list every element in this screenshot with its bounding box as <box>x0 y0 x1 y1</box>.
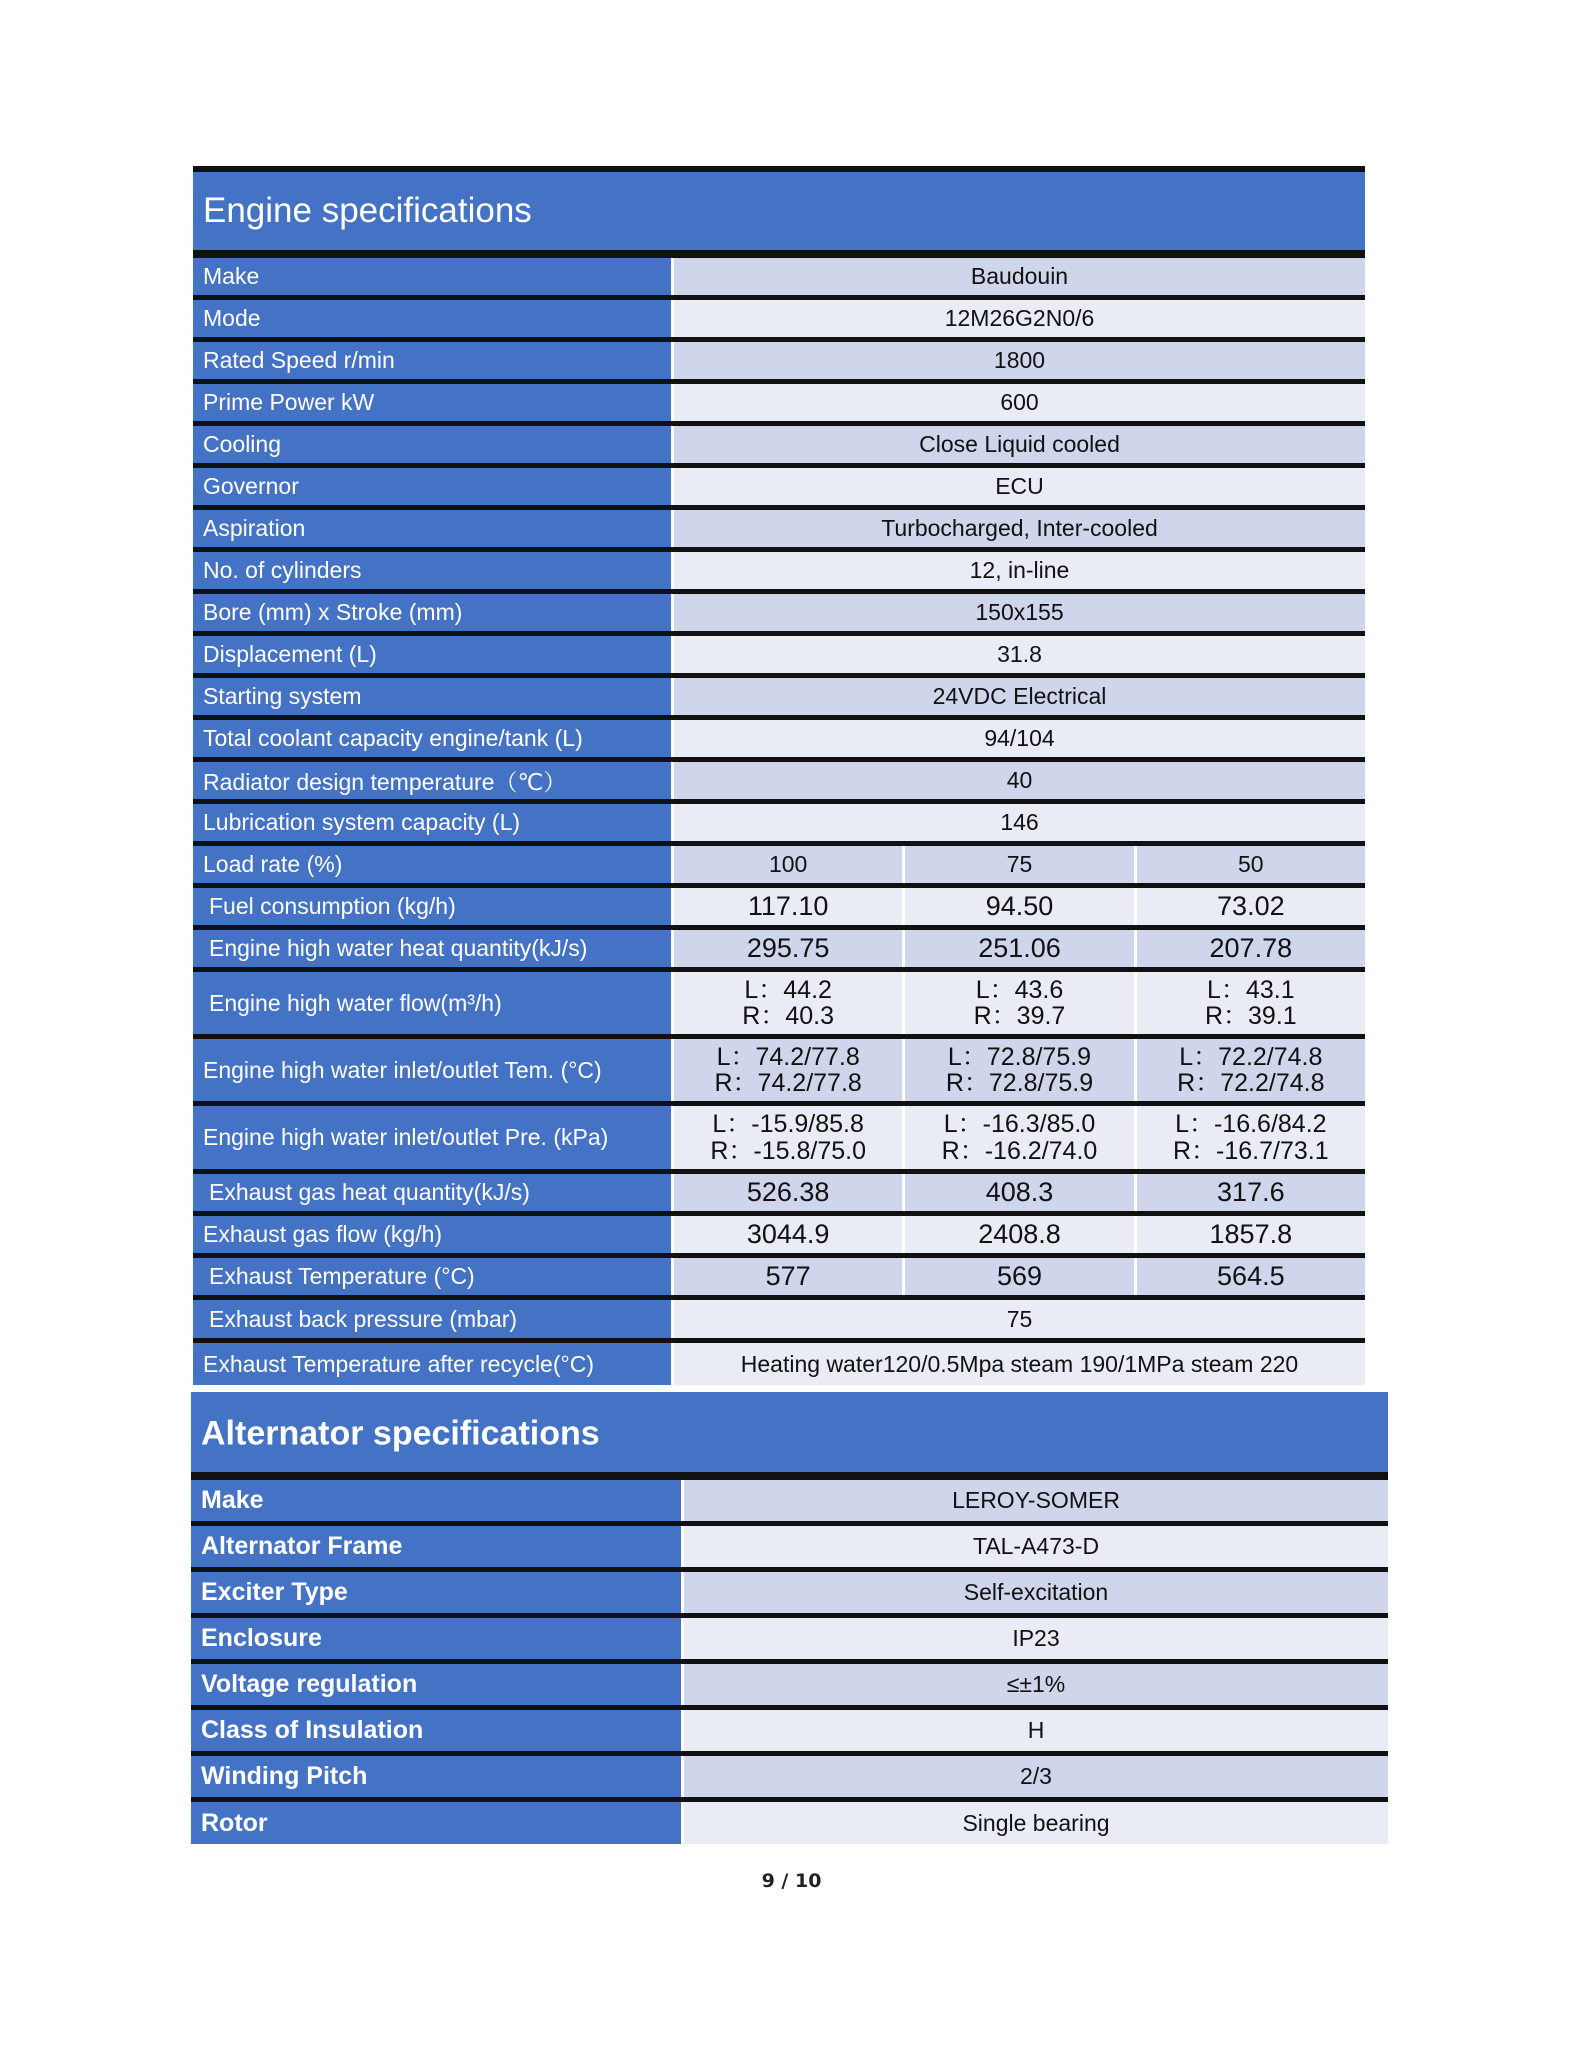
left-value: L：72.8/75.9 <box>947 1042 1092 1071</box>
spec-row-cooling <box>193 426 1365 468</box>
load-50-value <box>1134 1106 1365 1169</box>
row-label: Bore (mm) x Stroke (mm) <box>193 594 674 631</box>
row-label: Exhaust back pressure (mbar) <box>193 1300 674 1338</box>
row-label: Fuel consumption (kg/h) <box>193 888 674 925</box>
alt-row-insulation-class <box>191 1710 1388 1756</box>
row-value: ≤±1% <box>684 1664 1388 1705</box>
alt-row-frame <box>191 1526 1388 1572</box>
row-label: Lubrication system capacity (L) <box>193 804 674 841</box>
spec-row-bore-stroke <box>193 594 1365 636</box>
spec-row-lubrication-capacity <box>193 804 1365 846</box>
alt-row-rotor <box>191 1802 1388 1844</box>
load-100-value: 526.38 <box>674 1174 902 1211</box>
row-label: Engine high water inlet/outlet Tem. (°C) <box>193 1039 674 1101</box>
row-label: Make <box>193 258 674 295</box>
row-label: Exhaust gas flow (kg/h) <box>193 1216 674 1253</box>
row-label: Engine high water heat quantity(kJ/s) <box>193 930 674 967</box>
right-value: R：40.3 <box>742 1002 835 1030</box>
row-label: Alternator Frame <box>191 1526 684 1567</box>
spec-row-starting-system <box>193 678 1365 720</box>
load-100-value <box>674 1039 902 1101</box>
row-value: Single bearing <box>684 1802 1388 1844</box>
row-value: 40 <box>674 762 1365 799</box>
row-value: 2/3 <box>684 1756 1388 1797</box>
row-value: Turbocharged, Inter-cooled <box>674 510 1365 547</box>
alternator-specifications-table <box>191 1392 1388 1844</box>
row-label: Rotor <box>191 1802 684 1844</box>
load-100-value <box>674 972 902 1034</box>
spec-row-exhaust-gas-flow <box>193 1216 1365 1258</box>
load-50-value: 50 <box>1134 846 1365 883</box>
spec-row-mode <box>193 300 1365 342</box>
row-value: IP23 <box>684 1618 1388 1659</box>
row-value: Baudouin <box>674 258 1365 295</box>
load-75-value: 251.06 <box>902 930 1133 967</box>
row-label: Exhaust gas heat quantity(kJ/s) <box>193 1174 674 1211</box>
row-value: 146 <box>674 804 1365 841</box>
row-label: Radiator design temperature（℃） <box>193 762 674 799</box>
load-75-value: 569 <box>902 1258 1133 1295</box>
spec-row-radiator-temp <box>193 762 1365 804</box>
row-value: 75 <box>674 1300 1365 1338</box>
engine-section-title: Engine specifications <box>203 191 532 230</box>
row-label: Cooling <box>193 426 674 463</box>
right-value: R：39.7 <box>973 1002 1066 1030</box>
spec-row-prime-power <box>193 384 1365 426</box>
load-50-value: 564.5 <box>1134 1258 1365 1295</box>
row-label: Prime Power kW <box>193 384 674 421</box>
spec-row-water-flow <box>193 972 1365 1039</box>
left-value: L：43.1 <box>1207 975 1295 1004</box>
load-100-value: 100 <box>674 846 902 883</box>
load-75-value: 75 <box>902 846 1133 883</box>
load-100-value: 577 <box>674 1258 902 1295</box>
row-label: Voltage regulation <box>191 1664 684 1705</box>
load-75-value <box>902 972 1133 1034</box>
row-value: Self-excitation <box>684 1572 1388 1613</box>
left-value: L：72.2/74.8 <box>1179 1042 1323 1071</box>
load-75-value: 2408.8 <box>902 1216 1133 1253</box>
right-value: R：72.8/75.9 <box>945 1069 1094 1097</box>
alt-row-voltage-regulation <box>191 1664 1388 1710</box>
right-value: R：74.2/77.8 <box>714 1069 862 1097</box>
load-100-value <box>674 1106 902 1169</box>
alternator-section-header <box>191 1392 1388 1480</box>
row-label: Load rate (%) <box>193 846 674 883</box>
load-50-value <box>1134 972 1365 1034</box>
row-label: Enclosure <box>191 1618 684 1659</box>
spec-row-exhaust-back-pressure <box>193 1300 1365 1343</box>
left-value: L：74.2/77.8 <box>716 1042 860 1071</box>
row-value: Close Liquid cooled <box>674 426 1365 463</box>
row-value: 12, in-line <box>674 552 1365 589</box>
row-label: Starting system <box>193 678 674 715</box>
row-value: 1800 <box>674 342 1365 379</box>
engine-specifications-table <box>193 166 1365 1385</box>
spec-row-governor <box>193 468 1365 510</box>
right-value: R：-16.2/74.0 <box>941 1136 1098 1165</box>
row-label: Class of Insulation <box>191 1710 684 1751</box>
row-value: 24VDC Electrical <box>674 678 1365 715</box>
row-value: TAL-A473-D <box>684 1526 1388 1567</box>
row-label: Make <box>191 1480 684 1521</box>
row-value: LEROY-SOMER <box>684 1480 1388 1521</box>
alt-row-make <box>191 1480 1388 1526</box>
load-50-value: 73.02 <box>1134 888 1365 925</box>
spec-row-cylinders <box>193 552 1365 594</box>
row-label: Governor <box>193 468 674 505</box>
load-75-value: 94.50 <box>902 888 1133 925</box>
load-75-value <box>902 1039 1133 1101</box>
row-label: Engine high water inlet/outlet Pre. (kPa) <box>193 1106 674 1169</box>
row-value: 94/104 <box>674 720 1365 757</box>
load-50-value: 1857.8 <box>1134 1216 1365 1253</box>
row-value: H <box>684 1710 1388 1751</box>
spec-row-water-inlet-outlet-temp <box>193 1039 1365 1106</box>
load-75-value: 408.3 <box>902 1174 1133 1211</box>
row-label: Total coolant capacity engine/tank (L) <box>193 720 674 757</box>
row-label: Winding Pitch <box>191 1756 684 1797</box>
spec-row-exhaust-temp-after-recycle <box>193 1343 1365 1385</box>
row-label: Exhaust Temperature after recycle(°C) <box>193 1343 674 1385</box>
load-100-value: 3044.9 <box>674 1216 902 1253</box>
spec-row-aspiration <box>193 510 1365 552</box>
spec-row-rated-speed <box>193 342 1365 384</box>
row-label: Engine high water flow(m³/h) <box>193 972 674 1034</box>
row-value: 150x155 <box>674 594 1365 631</box>
load-50-value: 317.6 <box>1134 1174 1365 1211</box>
row-value: 31.8 <box>674 636 1365 673</box>
row-value: Heating water120/0.5Mpa steam 190/1MPa steam 220 <box>674 1343 1365 1385</box>
load-75-value <box>902 1106 1133 1169</box>
right-value: R：39.1 <box>1204 1002 1297 1030</box>
spec-row-displacement <box>193 636 1365 678</box>
right-value: R：-16.7/73.1 <box>1173 1136 1329 1165</box>
spec-row-exhaust-heat-quantity <box>193 1174 1365 1216</box>
row-label: Exhaust Temperature (°C) <box>193 1258 674 1295</box>
spec-row-water-heat-quantity <box>193 930 1365 972</box>
left-value: L：44.2 <box>744 975 832 1004</box>
left-value: L：-16.6/84.2 <box>1175 1110 1327 1139</box>
load-50-value: 207.78 <box>1134 930 1365 967</box>
spec-row-load-rate <box>193 846 1365 888</box>
spec-row-water-inlet-outlet-pressure <box>193 1106 1365 1174</box>
row-label: Mode <box>193 300 674 337</box>
right-value: R：72.2/74.8 <box>1177 1069 1325 1097</box>
load-100-value: 295.75 <box>674 930 902 967</box>
row-value: ECU <box>674 468 1365 505</box>
alt-row-exciter-type <box>191 1572 1388 1618</box>
spec-row-exhaust-temperature <box>193 1258 1365 1300</box>
row-value: 600 <box>674 384 1365 421</box>
left-value: L：43.6 <box>975 975 1064 1004</box>
left-value: L：-15.9/85.8 <box>712 1110 864 1139</box>
alt-row-winding-pitch <box>191 1756 1388 1802</box>
load-50-value <box>1134 1039 1365 1101</box>
row-label: Aspiration <box>193 510 674 547</box>
spec-row-make <box>193 258 1365 300</box>
left-value: L：-16.3/85.0 <box>943 1110 1096 1139</box>
engine-section-header <box>193 166 1365 258</box>
right-value: R：-15.8/75.0 <box>710 1136 866 1165</box>
alternator-section-title: Alternator specifications <box>201 1414 600 1452</box>
spec-row-coolant-capacity <box>193 720 1365 762</box>
alt-row-enclosure <box>191 1618 1388 1664</box>
row-label: Exciter Type <box>191 1572 684 1613</box>
row-value: 12M26G2N0/6 <box>674 300 1365 337</box>
row-label: Displacement (L) <box>193 636 674 673</box>
page-number: 9 / 10 <box>761 1870 822 1892</box>
load-100-value: 117.10 <box>674 888 902 925</box>
row-label: No. of cylinders <box>193 552 674 589</box>
spec-row-fuel-consumption <box>193 888 1365 930</box>
row-label: Rated Speed r/min <box>193 342 674 379</box>
